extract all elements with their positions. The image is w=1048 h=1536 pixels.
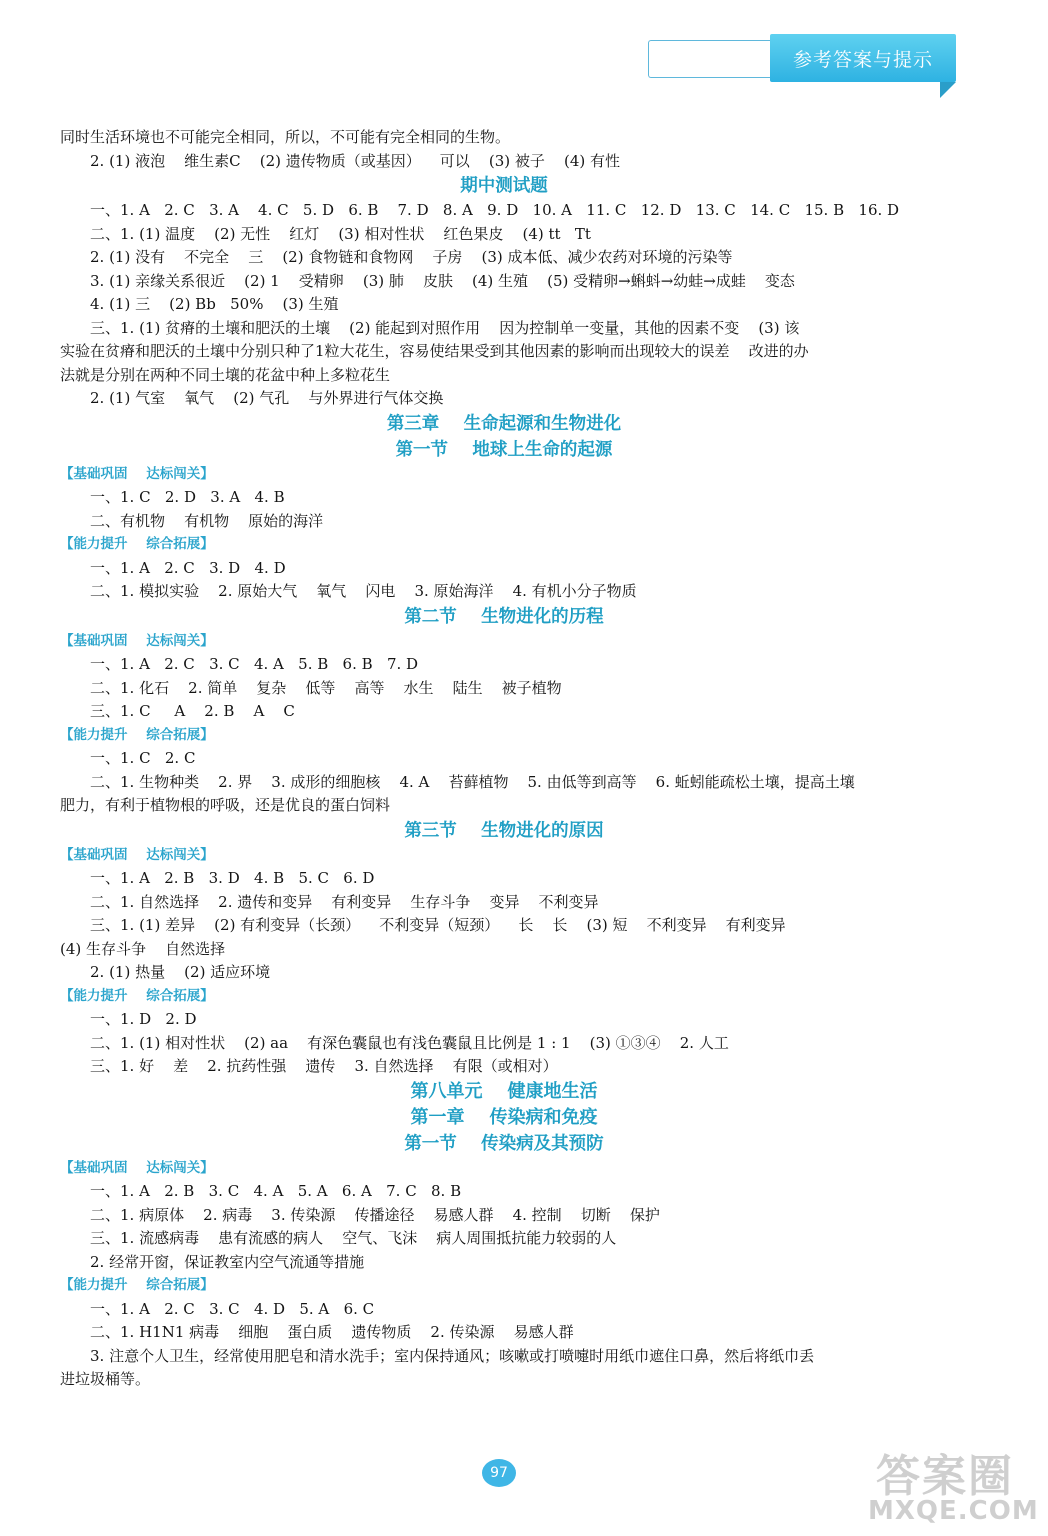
header-tab-label: 参考答案与提示	[792, 48, 933, 71]
section-title: 第三章 生命起源和生物进化	[386, 413, 622, 434]
answer-line: 2. (1) 热量 (2) 适应环境	[90, 963, 271, 981]
page-number	[482, 1459, 516, 1487]
exercise-tag: 【基础巩固 达标闯关】	[60, 1159, 214, 1176]
answer-line: 三、1. 好 差 2. 抗药性强 遗传 3. 自然选择 有限（或相对）	[90, 1057, 558, 1075]
section-title: 期中测试题	[460, 176, 548, 196]
answer-line: 二、1. H1N1 病毒 细胞 蛋白质 遗传物质 2. 传染源 易感人群	[90, 1323, 574, 1341]
answer-line: 一、1. A 2. C 3. D 4. D	[90, 558, 286, 577]
answer-line: 三、1. 流感病毒 患有流感的病人 空气、飞沫 病人周围抵抗能力较弱的人	[90, 1229, 617, 1247]
answer-line: 二、1. 模拟实验 2. 原始大气 氧气 闪电 3. 原始海洋 4. 有机小分子物质	[90, 582, 637, 600]
header-fold-corner	[940, 82, 956, 98]
answer-line: 三、1. (1) 差异 (2) 有利变异（长颈） 不利变异（短颈） 长 长 (3) 短 不利变异 有利变异	[90, 916, 786, 934]
watermark-logo-text: 答案圈	[876, 1451, 1014, 1502]
section-title: 第一节 传染病及其预防	[404, 1133, 604, 1154]
section-title: 第二节 生物进化的历程	[404, 606, 604, 627]
exercise-tag: 【基础巩固 达标闯关】	[60, 465, 214, 482]
header-blank-box	[648, 40, 771, 78]
answer-line: 一、1. A 2. C 3. C 4. D 5. A 6. C	[90, 1299, 375, 1318]
answer-line: 一、1. A 2. B 3. D 4. B 5. C 6. D	[90, 869, 375, 887]
answer-line: 同时生活环境也不可能完全相同，所以，不可能有完全相同的生物。	[60, 128, 511, 146]
answer-line: 二、1. 病原体 2. 病毒 3. 传染源 传播途径 易感人群 4. 控制 切断 保护	[90, 1205, 660, 1224]
answer-line: 一、1. A 2. B 3. C 4. A 5. A 6. A 7. C 8. B	[90, 1182, 462, 1200]
answer-content	[60, 126, 948, 1392]
answer-line: 实验在贫瘠和肥沃的土壤中分别只种了1粒大花生，容易使结果受到其他因素的影响而出现较大的误差 改进的办	[60, 342, 809, 360]
unit-title: 第一章 传染病和免疫	[410, 1106, 598, 1128]
exercise-tag: 【能力提升 综合拓展】	[60, 987, 214, 1004]
answer-line: 4. (1) 三 (2) Bb 50% (3) 生殖	[90, 295, 339, 313]
answer-line: 二、1. (1) 相对性状 (2) aa 有深色囊鼠也有浅色囊鼠且比例是 1 : 1 (3) ①③④ 2. 人工	[90, 1033, 729, 1052]
answer-line: 2. (1) 气室 氧气 (2) 气孔 与外界进行气体交换	[90, 389, 444, 407]
unit-title: 第八单元 健康地生活	[410, 1080, 598, 1102]
exercise-tag: 【能力提升 综合拓展】	[60, 726, 214, 743]
section-title: 第三节 生物进化的原因	[404, 820, 604, 841]
exercise-tag: 【能力提升 综合拓展】	[60, 536, 214, 552]
answer-line: 一、1. C 2. D 3. A 4. B	[90, 488, 285, 506]
answer-line: 3. 注意个人卫生，经常使用肥皂和清水洗手；室内保持通风；咳嗽或打喷嚏时用纸巾遮住口鼻，然后将纸巾丢	[90, 1346, 815, 1365]
answer-line: 一、1. D 2. D	[90, 1010, 197, 1028]
answer-line: 2. 经常开窗，保证教室内空气流通等措施	[90, 1252, 365, 1271]
answer-line: 3. (1) 亲缘关系很近 (2) 1 受精卵 (3) 肺 皮肤 (4) 生殖 (5) 受精卵→蝌蚪→幼蛙→成蛙 变态	[90, 271, 795, 290]
section-title: 第一节 地球上生命的起源	[395, 439, 613, 460]
answer-line: 二、1. 自然选择 2. 遗传和变异 有利变异 生存斗争 变异 不利变异	[90, 892, 599, 911]
watermark-url: MXQE.COM	[868, 1496, 1039, 1526]
answer-line: 三、1. C A 2. B A C	[90, 702, 295, 720]
answer-line: 2. (1) 液泡 维生素C (2) 遗传物质（或基因） 可以 (3) 被子 (4) 有性	[90, 151, 620, 170]
answer-line: 法就是分别在两种不同土壤的花盆中种上多粒花生	[60, 365, 391, 384]
watermark-logo	[858, 1440, 1039, 1530]
answer-line: 进垃圾桶等。	[60, 1370, 151, 1388]
answer-line: 2. (1) 没有 不完全 三 (2) 食物链和食物网 子房 (3) 成本低、减少农药对环境的污染等	[90, 248, 733, 266]
answer-line: 一、1. A 2. C 3. C 4. A 5. B 6. B 7. D	[90, 655, 419, 673]
exercise-tag: 【基础巩固 达标闯关】	[60, 846, 214, 863]
page-number-label: 97	[490, 1465, 508, 1481]
answer-line: 肥力，有利于植物根的呼吸，还是优良的蛋白饲料	[60, 796, 391, 814]
header-tab	[770, 34, 956, 82]
answer-line: 一、1. C 2. C	[90, 749, 196, 767]
answer-line: 二、1. 化石 2. 简单 复杂 低等 高等 水生 陆生 被子植物	[90, 678, 562, 697]
answer-line: 二、1. 生物种类 2. 界 3. 成形的细胞核 4. A 苔藓植物 5. 由低等到高等 6. 蚯蚓能疏松土壤，提高土壤	[90, 772, 855, 791]
answer-line: 二、1. (1) 温度 (2) 无性 红灯 (3) 相对性状 红色果皮 (4) tt Tt	[90, 224, 591, 243]
answer-line: 一、1. A 2. C 3. A 4. C 5. D 6. B 7. D 8. A 9. D 10. A 11. C 12. D 13. C 14. C 15. B 16. D	[90, 201, 900, 219]
exercise-tag: 【能力提升 综合拓展】	[60, 1277, 214, 1293]
answer-line: (4) 生存斗争 自然选择	[60, 939, 226, 958]
answer-line: 二、有机物 有机物 原始的海洋	[90, 511, 324, 530]
exercise-tag: 【基础巩固 达标闯关】	[60, 632, 214, 649]
answer-line: 三、1. (1) 贫瘠的土壤和肥沃的土壤 (2) 能起到对照作用 因为控制单一变量，其他的因素不变 (3) 该	[90, 318, 800, 337]
